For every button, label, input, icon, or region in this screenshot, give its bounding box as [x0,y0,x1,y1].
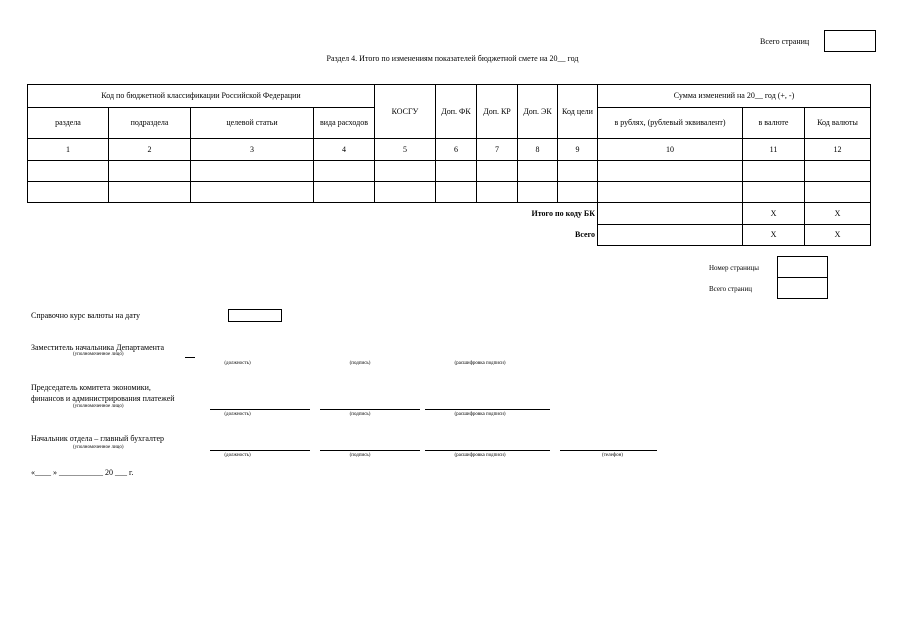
sign2-signature-line[interactable] [320,409,420,410]
table-cell[interactable] [191,161,314,182]
table-cell[interactable] [743,161,805,182]
col-number: 1 [28,139,109,161]
table-cell[interactable] [314,182,375,203]
header-razdel: раздела [28,108,109,139]
header-dop-fk: Доп. ФК [436,85,477,139]
header-podrazdel: подраздела [109,108,191,139]
sign2-person-caption: (уполномоченное лицо) [73,404,124,409]
table-cell[interactable] [436,182,477,203]
sign1-signature-caption: (подпись) [349,361,371,366]
col-number: 11 [743,139,805,161]
x-mark: X [743,225,805,246]
table-cell[interactable] [28,161,109,182]
header-v-rublyah: в рублях, (рублевый эквивалент) [598,108,743,139]
header-vid-rashodov: вида расходов [314,108,375,139]
header-dop-kr: Доп. КР [477,85,518,139]
table-cell[interactable] [314,161,375,182]
header-bk-group: Код по бюджетной классификации Российской Федерации [28,85,375,108]
x-mark: X [743,203,805,225]
col-number: 8 [518,139,558,161]
sign1-underline [185,357,195,358]
header-sum-group: Сумма изменений на 20__ год (+, -) [598,85,871,108]
table-cell[interactable] [375,182,436,203]
col-number: 10 [598,139,743,161]
sign3-signature-line[interactable] [320,450,420,451]
date-line: «____ » ___________ 20 ___ г. [31,468,134,477]
footer-total-pages-label: Всего страниц [709,285,753,293]
page-number-input[interactable] [777,256,828,278]
table-cell[interactable] [109,161,191,182]
header-celevaya-statya: целевой статьи [191,108,314,139]
table-cell[interactable] [436,161,477,182]
sign2-position-caption: (должность) [224,412,251,417]
total-rub-cell[interactable] [598,225,743,246]
total-pages-label: Всего страниц [760,37,810,46]
table-row [28,161,871,182]
col-number: 7 [477,139,518,161]
sign3-position-line[interactable] [210,450,310,451]
sign2-decode-line[interactable] [425,409,550,410]
col-number: 5 [375,139,436,161]
budget-changes-table [27,84,871,246]
x-mark: X [805,203,871,225]
total-pages-input[interactable] [824,30,876,52]
table-cell[interactable] [477,182,518,203]
table-row [28,182,871,203]
table-cell[interactable] [375,161,436,182]
sign3-signature-caption: (подпись) [349,453,371,458]
table-cell[interactable] [598,182,743,203]
col-number: 9 [558,139,598,161]
sign1-position-caption: (должность) [224,361,251,366]
total-bk-rub-cell[interactable] [598,203,743,225]
table-cell[interactable] [518,182,558,203]
header-kosgu: КОСГУ [375,85,436,139]
sign1-decode-caption: (расшифровка подписи) [454,361,506,366]
x-mark: X [805,225,871,246]
sign3-person-caption: (уполномоченное лицо) [73,445,124,450]
col-number: 2 [109,139,191,161]
table-cell[interactable] [743,182,805,203]
sign1-title: Заместитель начальника Департамента [31,343,165,352]
sign2-title-line2: финансов и администрирования платежей [31,394,175,403]
header-dop-ek: Доп. ЭК [518,85,558,139]
header-kod-valyuty: Код валюты [805,108,871,139]
sign3-decode-line[interactable] [425,450,550,451]
page-number-label: Номер страницы [709,264,760,272]
table-cell[interactable] [28,182,109,203]
sign1-person-caption: (уполномоченное лицо) [73,352,124,357]
total-label: Всего [28,225,598,246]
sign3-position-caption: (должность) [224,453,251,458]
total-bk-label: Итого по коду БК [28,203,598,225]
sign2-position-line[interactable] [210,409,310,410]
col-number: 3 [191,139,314,161]
total-bk-row [28,203,871,225]
table-cell[interactable] [558,161,598,182]
table-cell[interactable] [805,182,871,203]
table-cell[interactable] [805,161,871,182]
sign3-phone-caption: (телефон) [602,453,623,458]
rate-label: Справочно курс валюты на дату [31,311,140,320]
sign3-decode-caption: (расшифровка подписи) [454,453,506,458]
sign2-title-line1: Председатель комитета экономики, [31,383,151,392]
col-number: 6 [436,139,477,161]
table-cell[interactable] [518,161,558,182]
col-number: 12 [805,139,871,161]
col-number: 4 [314,139,375,161]
sign2-decode-caption: (расшифровка подписи) [454,412,506,417]
total-row [28,225,871,246]
table-cell[interactable] [477,161,518,182]
sign3-title: Начальник отдела – главный бухгалтер [31,434,165,443]
table-cell[interactable] [109,182,191,203]
sign3-phone-line[interactable] [560,450,657,451]
table-cell[interactable] [558,182,598,203]
table-cell[interactable] [598,161,743,182]
footer-total-pages-input[interactable] [777,277,828,299]
table-cell[interactable] [191,182,314,203]
header-kod-celi: Код цели [558,85,598,139]
sign2-signature-caption: (подпись) [349,412,371,417]
rate-date-input[interactable] [228,309,282,322]
page-title: Раздел 4. Итого по изменениям показателей бюджетной смете на 20__ год [326,54,579,63]
header-v-valyute: в валюте [743,108,805,139]
